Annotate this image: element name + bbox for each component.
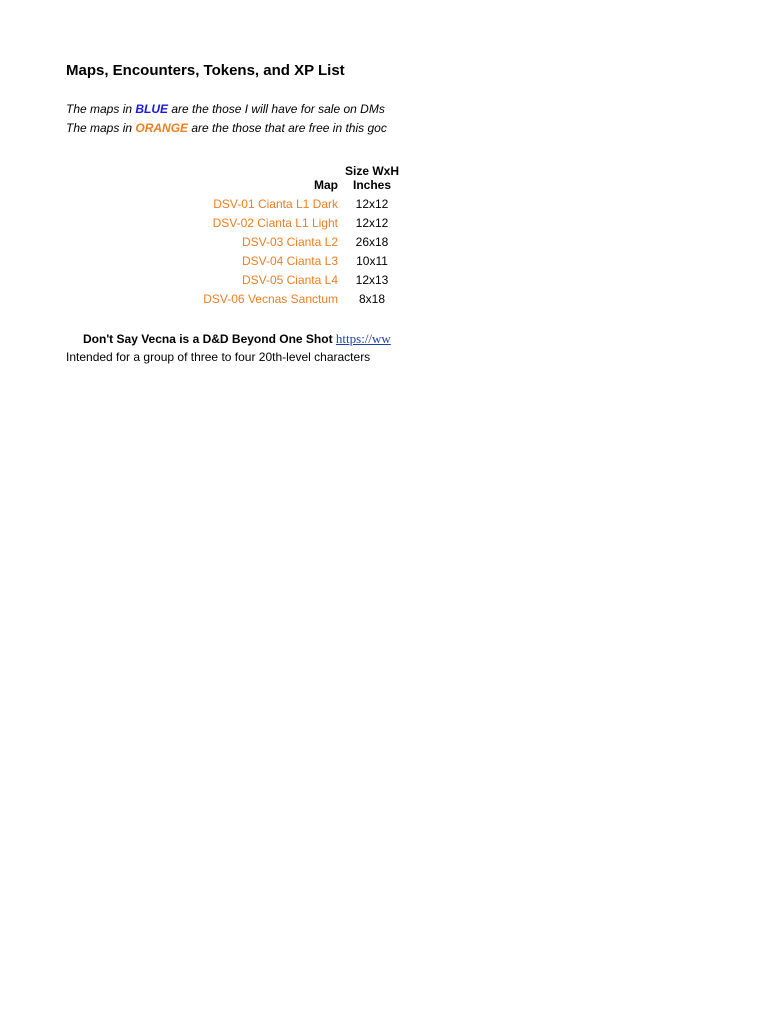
map-name: DSV-06 Vecnas Sanctum — [203, 292, 338, 306]
map-size: 12x12 — [355, 216, 389, 230]
map-size: 26x18 — [355, 235, 389, 249]
blue-keyword: BLUE — [135, 102, 169, 116]
note-suffix: are the those I will have for sale on DMs — [168, 102, 385, 116]
map-size: 12x13 — [355, 273, 389, 287]
note-prefix: The maps in — [66, 121, 136, 135]
map-name: DSV-03 Cianta L2 — [241, 235, 338, 249]
map-name: DSV-01 Cianta L1 Dark — [213, 197, 338, 211]
table-row — [150, 273, 404, 292]
oneshot-link[interactable]: https://ww — [335, 331, 391, 346]
oneshot-label: Don't Say Vecna is a D&D Beyond One Shot — [83, 332, 333, 346]
oneshot-line — [83, 331, 407, 347]
page-title: Maps, Encounters, Tokens, and XP List — [66, 62, 345, 79]
map-size: 8x18 — [358, 292, 386, 306]
map-size: 10x11 — [356, 254, 388, 268]
orange-maps-note — [66, 121, 407, 135]
note-prefix: The maps in — [66, 102, 136, 116]
map-size: 12x12 — [355, 197, 389, 211]
table-row — [150, 292, 404, 311]
map-name: DSV-05 Cianta L4 — [241, 273, 338, 287]
table-row — [150, 254, 404, 273]
table-row — [150, 235, 404, 254]
map-name: DSV-02 Cianta L1 Light — [212, 216, 338, 230]
intended-party-text: Intended for a group of three to four 20th-level characters — [66, 350, 371, 364]
map-column-header: Map — [314, 178, 338, 192]
size-column-header: Size WxH — [344, 164, 399, 178]
inches-column-header: Inches — [352, 178, 391, 192]
table-row — [150, 197, 404, 216]
orange-keyword: ORANGE — [135, 121, 189, 135]
note-suffix: are the those that are free in this goc — [188, 121, 387, 135]
table-row — [150, 216, 404, 235]
blue-maps-note — [66, 102, 407, 116]
map-name: DSV-04 Cianta L3 — [241, 254, 338, 268]
